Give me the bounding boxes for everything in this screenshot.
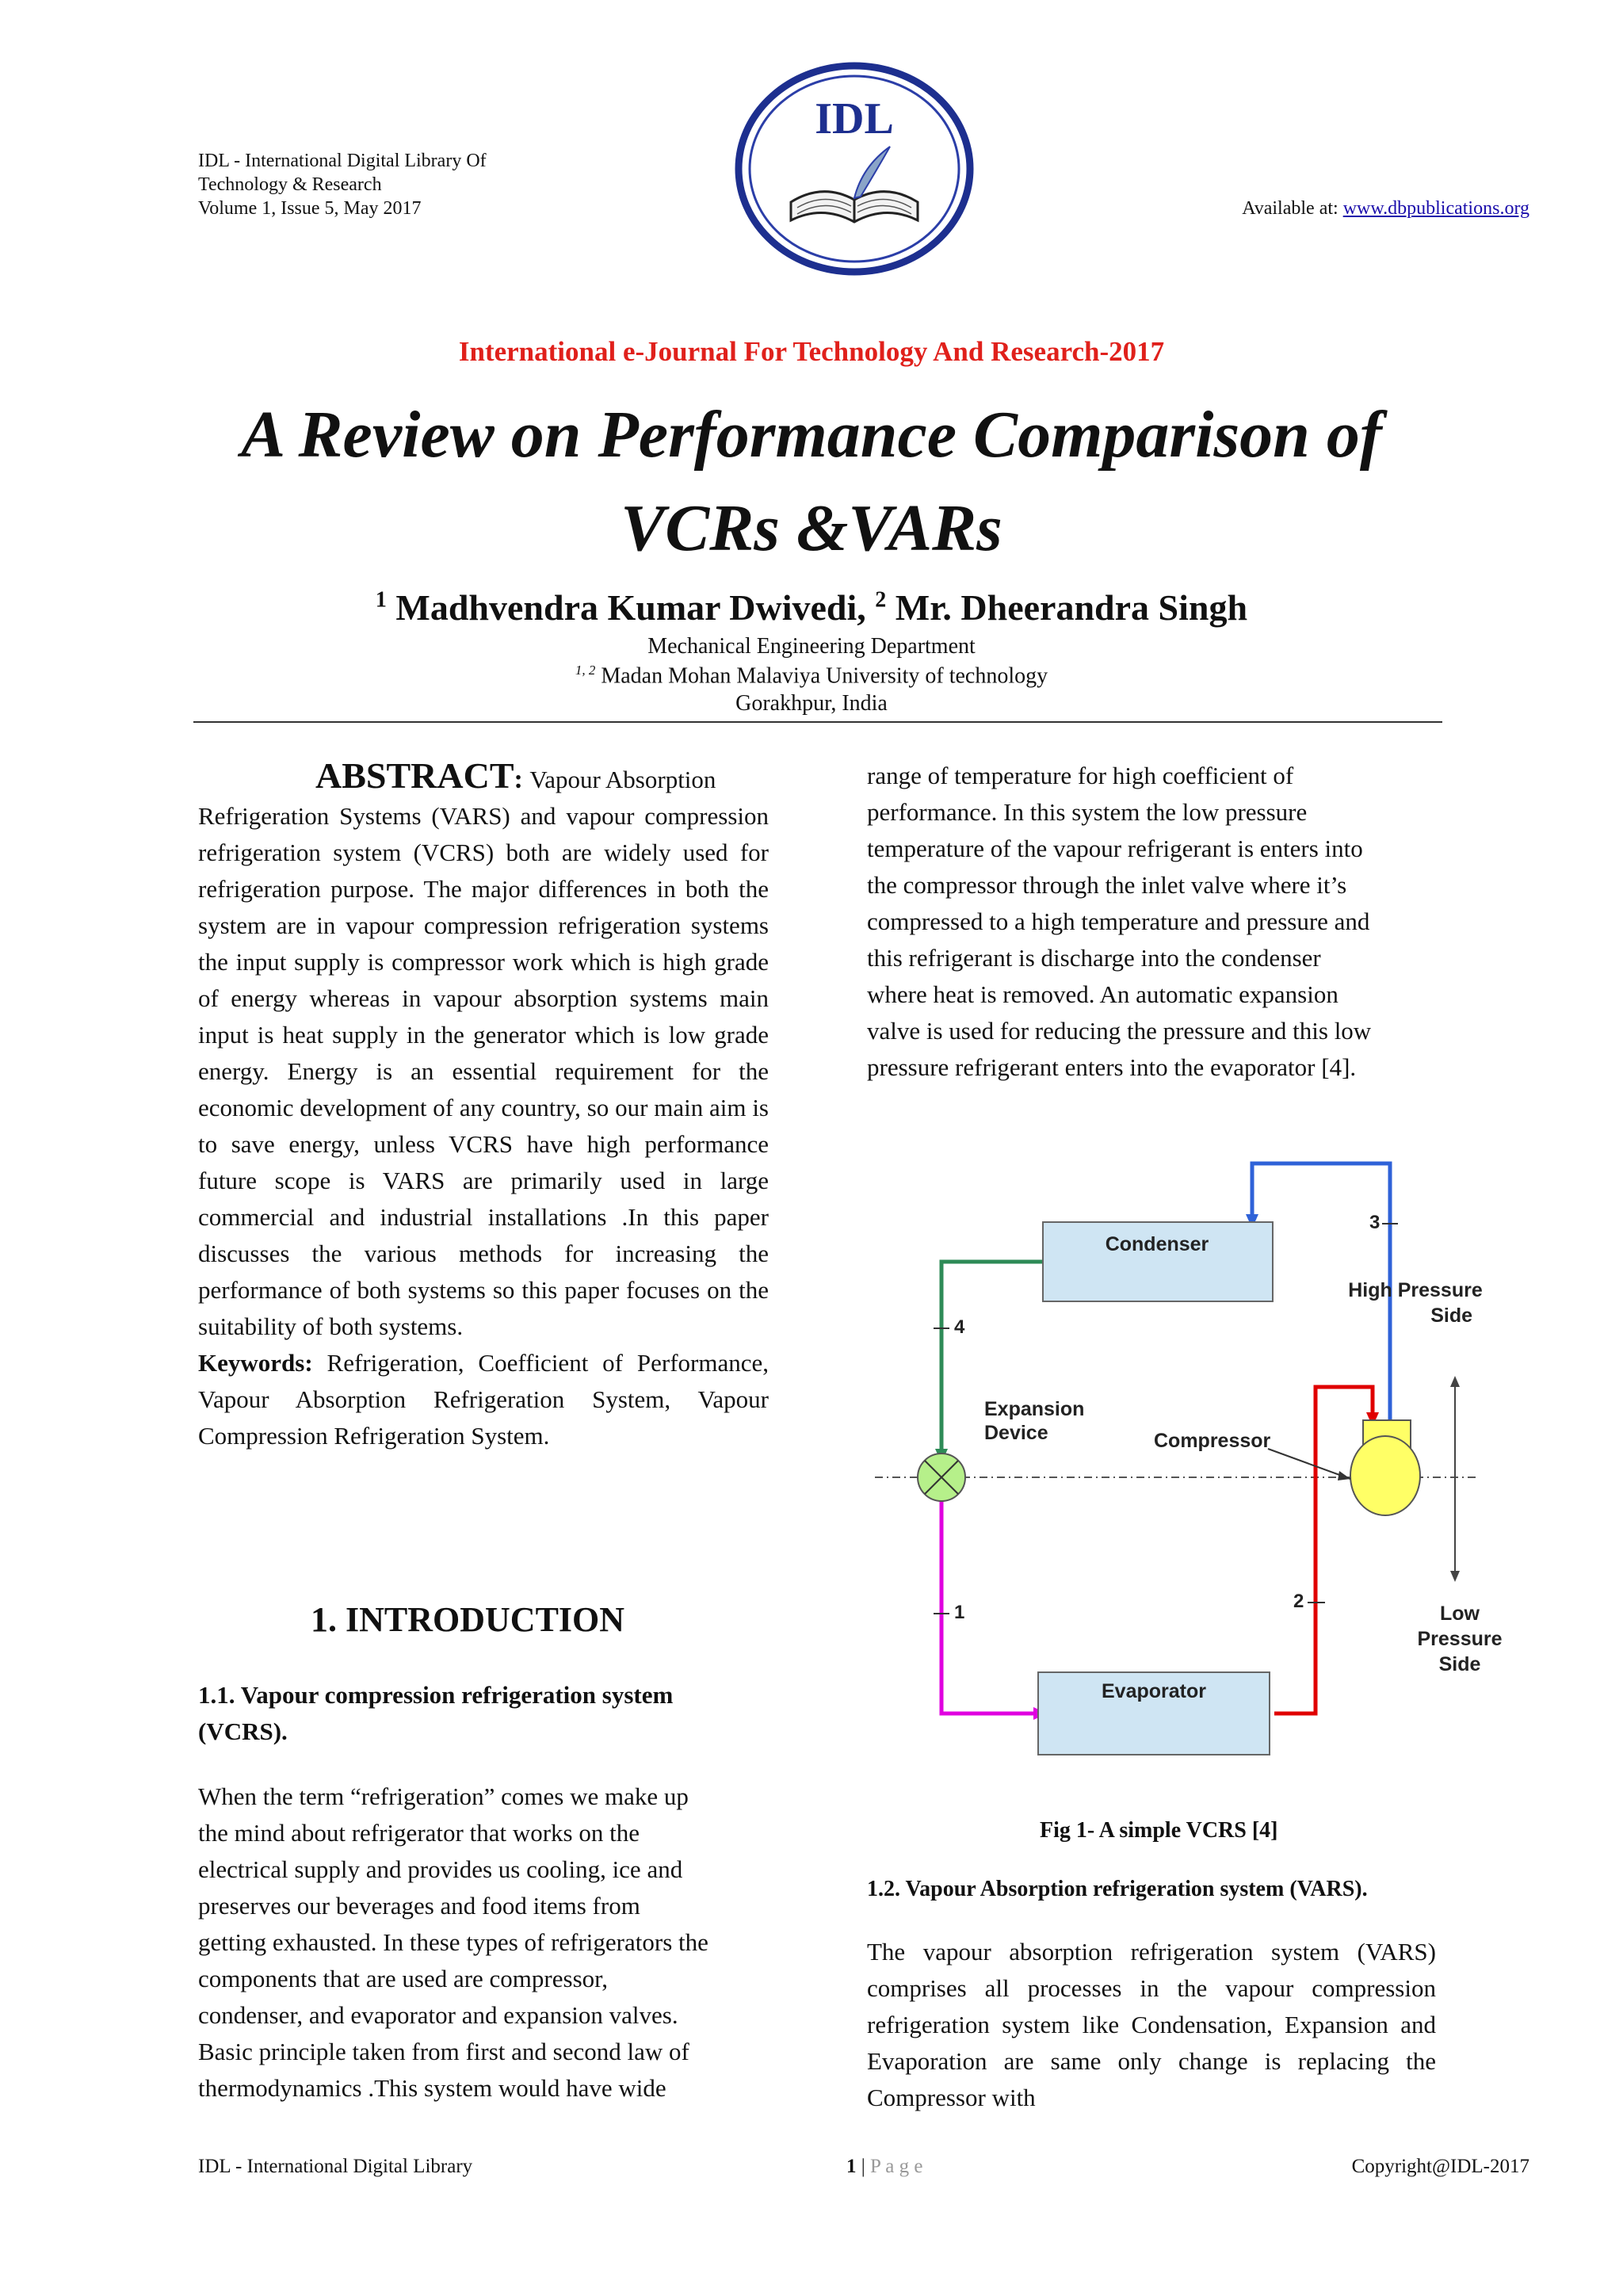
logo-text: IDL [815,94,894,143]
low-pressure-label-2: Pressure [1417,1628,1503,1650]
footer-right: Copyright@IDL-2017 [1351,2156,1529,2177]
vars-subheading: 1.2. Vapour Absorption refrigeration system (VARS). [867,1877,1368,1901]
intro-line: preserves our beverages and food items from [198,1892,640,1920]
evaporator-label: Evaporator [1102,1680,1206,1702]
header-line-2: Technology & Research [198,174,382,195]
vcrs-diagram [872,1149,1503,1740]
page-number: 1 [846,2156,857,2177]
point-2-label: 2 [1293,1591,1304,1612]
right-line: range of temperature for high coefficient of [867,762,1294,789]
right-line: the compressor through the inlet valve where it’s [867,871,1347,899]
title-line-2: VCRs &VARs [621,491,1002,565]
right-line: pressure refrigerant enters into the evaporator [4]. [867,1053,1357,1081]
right-paragraph [867,758,1445,1086]
header-line-3: Volume 1, Issue 5, May 2017 [198,198,422,219]
header-divider [193,721,1442,723]
red-line [1274,1387,1373,1713]
affiliation-univ-name: Madan Mohan Malaviya University of technology [595,663,1048,689]
paper-title [0,388,1623,575]
figure-caption: Fig 1- A simple VCRS [4] [1040,1818,1278,1843]
high-pressure-label-2: Side [1430,1305,1472,1327]
abstract-first-line [198,755,769,798]
intro-line: Basic principle taken from first and second law of [198,2038,689,2065]
compressor-pointer-arrow [1338,1471,1350,1480]
abstract-heading: ABSTRACT [315,755,514,796]
right-line: compressed to a high temperature and pressure and [867,907,1370,935]
compressor-pointer [1268,1449,1350,1479]
author-2-number: 2 [875,587,887,613]
intro-line: condenser, and evaporator and expansion valves. [198,2001,678,2029]
low-pressure-label-1: Low [1440,1603,1480,1625]
expansion-valve-icon [918,1454,965,1501]
right-line: where heat is removed. An automatic expansion [867,980,1338,1008]
journal-name: International e-Journal For Technology And Research-2017 [458,336,1165,367]
compressor-icon [1350,1420,1420,1515]
idl-logo [735,63,973,278]
affiliation-univ [0,663,1623,689]
intro-line: electrical supply and provides us cooling, ice and [198,1855,683,1883]
publications-link[interactable]: www.dbpublications.org [1342,198,1529,219]
footer-page [846,2156,922,2178]
available-prefix: Available at: [1242,198,1343,219]
affiliation-dept: Mechanical Engineering Department [647,634,976,659]
pressure-arrow-up [1450,1376,1460,1387]
affiliation-sup: 1, 2 [575,663,596,678]
compressor-label: Compressor [1154,1430,1271,1452]
abstract-first-rest: Vapour Absorption [529,766,716,793]
point-3-label: 3 [1369,1212,1381,1233]
expansion-label-line1: Expansion [984,1398,1085,1420]
expansion-label-line2: Device [984,1422,1048,1444]
vcrs-subheading: 1.1. Vapour compression refrigeration system (VCRS). [198,1681,674,1745]
abstract-colon: : [514,765,530,794]
right-line: valve is used for reducing the pressure and this low [867,1017,1372,1045]
right-line: temperature of the vapour refrigerant is enters into [867,835,1363,862]
intro-line: thermodynamics .This system would have wide [198,2074,666,2102]
point-4-label: 4 [954,1316,965,1338]
keywords-label: Keywords: [198,1349,313,1377]
page-word: P a g e [870,2156,923,2177]
page-separator: | [856,2156,871,2177]
condenser-label: Condenser [1105,1233,1209,1255]
available-at [1242,197,1529,220]
intro-line: getting exhausted. In these types of refrigerators the [198,1928,708,1956]
title-line-1: A Review on Performance Comparison of [241,398,1382,472]
intro-line: the mind about refrigerator that works on the [198,1819,640,1847]
authors [0,586,1623,628]
keywords-text: Refrigeration, Coefficient of Performance, Vapour Absorption Refrigeration System, Vapour Compression Refrigeration System. [198,1349,769,1450]
header-journal-info [198,149,487,220]
keywords [198,1345,769,1454]
intro-heading: 1. INTRODUCTION [311,1600,625,1639]
right-line: this refrigerant is discharge into the condenser [867,944,1321,972]
vars-paragraph: The vapour absorption refrigeration system (VARS) comprises all processes in the vapour compression refrigeration system like Condensation, Expansion and Evaporation are same only change is replacing the Compressor with [867,1938,1436,2111]
footer-left: IDL - International Digital Library [198,2156,473,2177]
intro-line: components that are used are compressor, [198,1965,608,1992]
affiliation-city: Gorakhpur, India [735,691,888,716]
author-1-number: 1 [375,587,387,613]
intro-paragraph [198,1778,769,2107]
author-1-name: Madhvendra Kumar Dwivedi, [386,587,876,628]
header-line-1: IDL - International Digital Library Of [198,151,487,171]
abstract-body: Refrigeration Systems (VARS) and vapour compression refrigeration system (VCRS) both are widely used for refrigeration purpose. The major differences in both the system are in vapour compression refrigeration systems the input supply is compressor work which is high grade of energy whereas in vapour absorption systems main input is heat supply in the generator which is low grade energy. Energy is an essential requirement for the economic development of any country, so our main aim is to save energy, unless VCRS have high performance future scope is VARS are primarily used in large commercial and industrial installations .In this paper discusses the various methods for increasing the performance of both systems so this paper focuses on the suitability of both systems. [198,802,769,1340]
author-2-name: Mr. Dheerandra Singh [886,587,1248,628]
point-1-label: 1 [954,1602,965,1623]
right-line: performance. In this system the low pressure [867,798,1308,826]
low-pressure-label-3: Side [1438,1653,1481,1675]
pressure-arrow-down [1450,1571,1460,1582]
intro-line: When the term “refrigeration” comes we make up [198,1782,689,1810]
abstract-section [198,755,769,1454]
high-pressure-label-1: High Pressure [1348,1279,1483,1301]
